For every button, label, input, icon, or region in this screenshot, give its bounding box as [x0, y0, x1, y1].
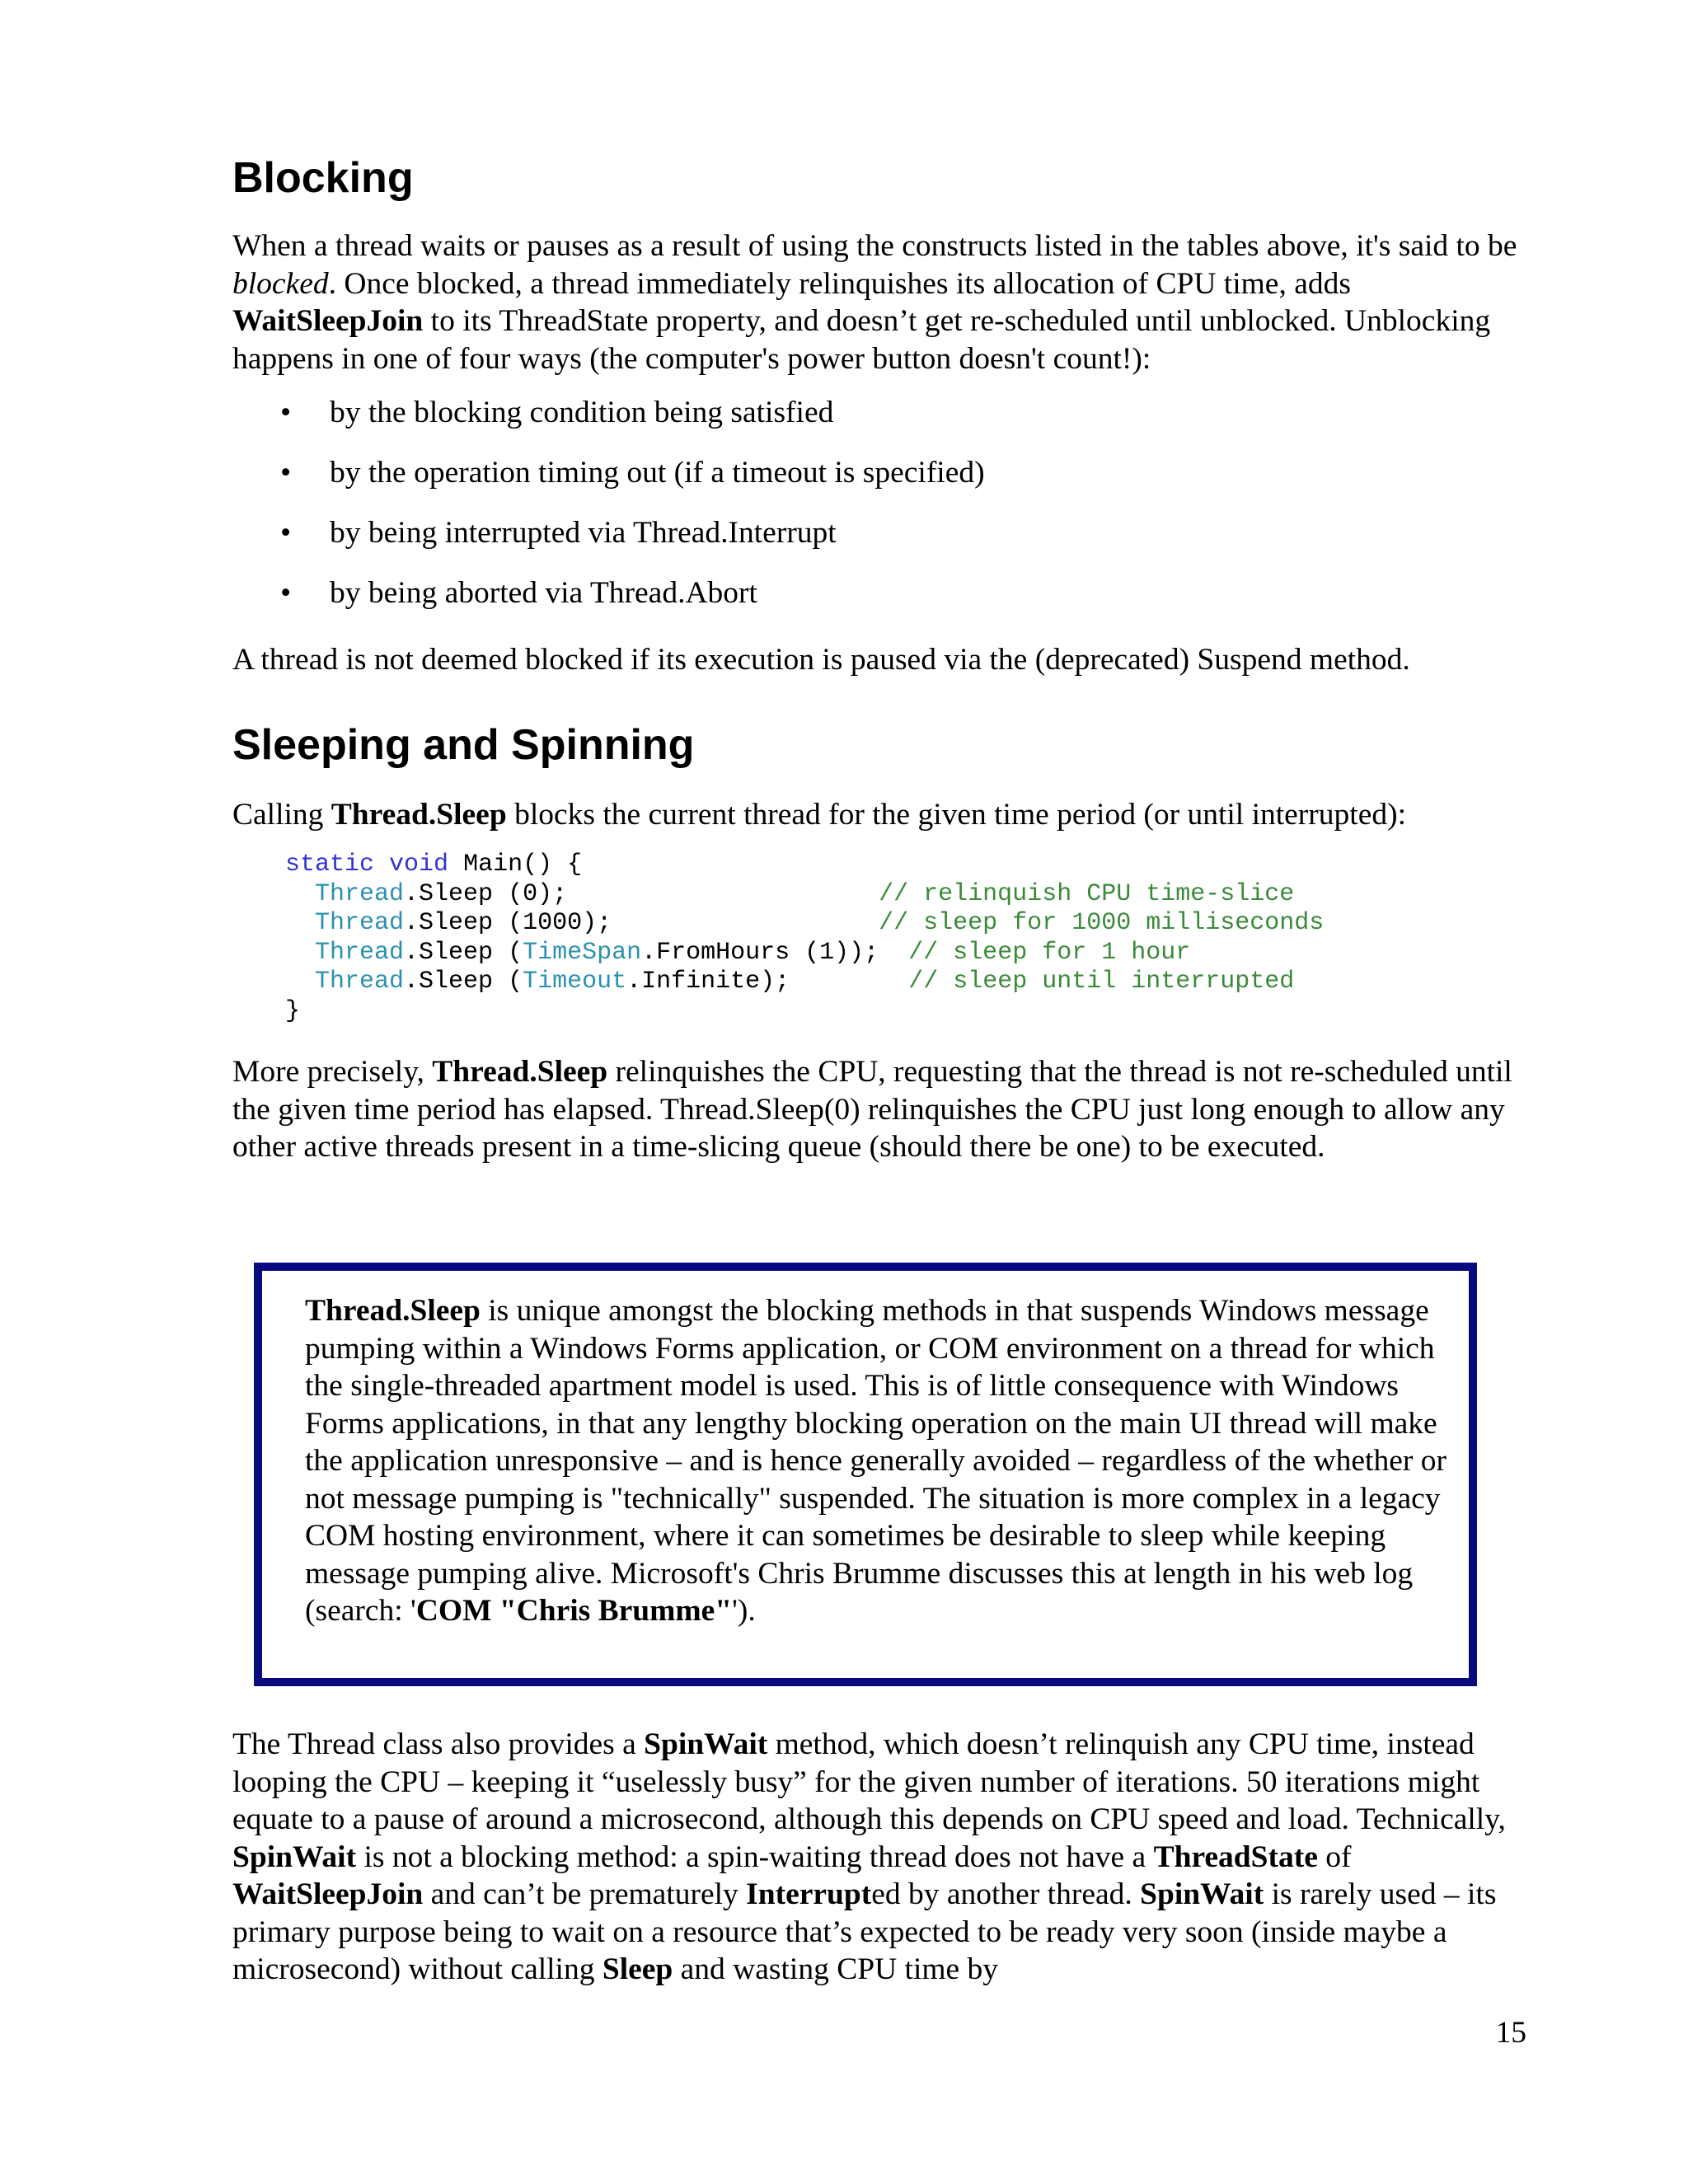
heading-blocking: Blocking	[232, 154, 414, 202]
list-item	[232, 394, 985, 454]
text-run-bold: ThreadState	[1153, 1840, 1318, 1874]
text-run: . Once blocked, a thread immediately relinquishes its allocation of CPU time, adds	[328, 266, 1351, 301]
code-block	[285, 851, 1324, 1026]
text-run: More precisely,	[232, 1055, 433, 1089]
code-type: TimeSpan	[523, 938, 642, 967]
text-run: to its ThreadState property, and doesn’t get re-scheduled until unblocked. Unblocking happens in one of four ways (the computer's power button doesn't count!):	[232, 304, 1491, 376]
text-run: blocks the current thread for the given time period (or until interrupted):	[506, 798, 1406, 832]
bullet-icon: •	[280, 396, 292, 429]
code-type: Thread	[315, 909, 405, 937]
text-run: is rarely used – its primary purpose being to wait on a resource that’s expected to be ready very soon (inside maybe a microsecond) without calling	[232, 1877, 1497, 1986]
code-text: .FromHours (1));	[641, 938, 879, 967]
blocking-note: A thread is not deemed blocked if its execution is paused via the (deprecated) Suspend method.	[232, 643, 1410, 677]
list-item-text: by being aborted via Thread.Abort	[330, 576, 757, 610]
code-comment: // sleep for 1000 milliseconds	[879, 909, 1325, 937]
code-text: .Sleep (	[404, 938, 523, 967]
text-run-bold: COM "Chris Brumme"	[415, 1594, 733, 1628]
code-comment: // sleep for 1 hour	[908, 938, 1191, 967]
list-item-text: by the blocking condition being satisfied	[330, 396, 834, 429]
text-run: ').	[732, 1594, 756, 1628]
text-run: ed by another thread.	[871, 1877, 1141, 1911]
unblocking-list	[232, 394, 985, 635]
list-item-text: by being interrupted via Thread.Interrupt	[330, 516, 837, 550]
code-text: .Infinite);	[626, 968, 790, 996]
code-text: .Sleep (1000);	[404, 909, 612, 937]
bullet-icon: •	[280, 576, 292, 610]
text-run-bold: Thread.Sleep	[331, 798, 507, 832]
text-run-bold: SpinWait	[232, 1840, 357, 1874]
list-item	[232, 574, 985, 635]
code-text: .Sleep (0);	[404, 879, 568, 908]
sleeping-intro	[232, 796, 1526, 834]
text-run: of	[1317, 1840, 1352, 1874]
text-run-bold: Interrupt	[746, 1877, 872, 1911]
note-callout-box	[254, 1263, 1477, 1686]
text-run-bold: Thread.Sleep	[305, 1294, 481, 1328]
callout-text	[305, 1292, 1459, 1630]
text-run: relinquishes the CPU, requesting that the thread is not re-scheduled until the given time period has elapsed. Thread.Sleep(0) relinquishes the CPU just long enough to allow any other active threads present in a time-slicing queue (should there be one) to be executed.	[232, 1055, 1512, 1164]
heading-sleeping-and-spinning: Sleeping and Spinning	[232, 721, 695, 769]
code-keyword: static	[285, 851, 375, 879]
code-text: .Sleep (	[404, 968, 523, 996]
code-type: Thread	[315, 879, 405, 908]
text-run-bold: WaitSleepJoin	[232, 1877, 424, 1911]
list-item-text: by the operation timing out (if a timeout is specified)	[330, 456, 985, 490]
text-run: Calling	[232, 798, 331, 832]
text-run-bold: SpinWait	[644, 1727, 768, 1761]
text-run: is not a blocking method: a spin-waiting thread does not have a	[356, 1840, 1154, 1874]
code-keyword: void	[389, 851, 449, 879]
text-run: and wasting CPU time by	[673, 1952, 999, 1986]
text-run-bold: Thread.Sleep	[432, 1055, 608, 1089]
page-number: 15	[1495, 2016, 1526, 2050]
text-run: and can’t be prematurely	[423, 1877, 747, 1911]
sleep-precise-paragraph	[232, 1053, 1526, 1166]
code-text: Main() {	[448, 851, 583, 879]
text-run-bold: WaitSleepJoin	[232, 304, 424, 338]
bullet-icon: •	[280, 456, 292, 490]
text-run: method, which doesn’t relinquish any CPU time, instead looping the CPU – keeping it “uselessly busy” for the given number of iterations. 50 iterations might equate to a pause of around a microsecond, although this depends on CPU speed and load. Technically,	[232, 1727, 1506, 1836]
code-type: Thread	[315, 968, 405, 996]
text-run: When a thread waits or pauses as a result of using the constructs listed in the tables above, it's said to be	[232, 229, 1517, 263]
blocking-intro	[232, 227, 1526, 377]
text-run: is unique amongst the blocking methods in that suspends Windows message pumping within a Windows Forms application, or COM environment on a thread for which the single-threaded apartment model is used. This is of little consequence with Windows Forms applications, in that any lengthy blocking operation on the main UI thread will make the application unresponsive – and is hence generally avoided – regardless of the whether or not message pumping is "technically" suspended. The situation is more complex in a legacy COM hosting environment, where it can sometimes be desirable to sleep while keeping message pumping alive. Microsoft's Chris Brumme discusses this at length in his web log (search: '	[305, 1294, 1447, 1628]
text-run-bold: SpinWait	[1140, 1877, 1264, 1911]
code-type: Thread	[315, 938, 405, 967]
list-item	[232, 514, 985, 574]
text-run-italic: blocked	[232, 266, 329, 301]
text-run: The Thread class also provides a	[232, 1727, 645, 1761]
spinwait-paragraph	[232, 1726, 1526, 1989]
code-text: }	[285, 996, 301, 1025]
code-comment: // sleep until interrupted	[908, 968, 1295, 996]
code-comment: // relinquish CPU time-slice	[879, 879, 1295, 908]
list-item	[232, 454, 985, 514]
code-type: Timeout	[523, 968, 627, 996]
bullet-icon: •	[280, 516, 292, 550]
text-run-bold: Sleep	[602, 1952, 673, 1986]
